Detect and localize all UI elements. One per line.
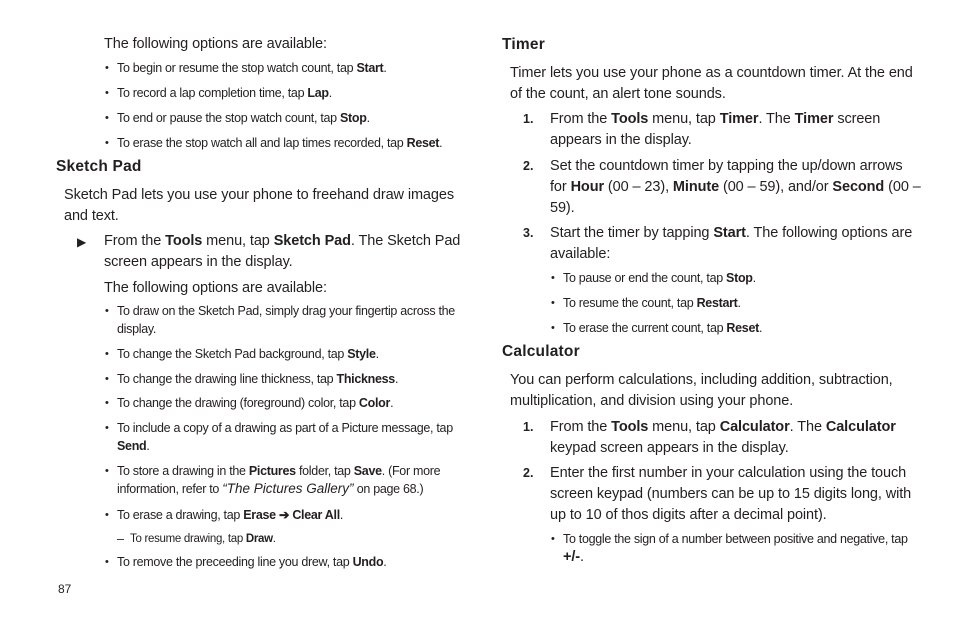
sketch-step-line1: From the Tools menu, tap Sketch Pad. The Sketch Pad [104,233,461,249]
bullet: • [105,137,109,149]
calc-bullet-sign-line1: To toggle the sign of a number between positive and negative, tap [563,532,908,546]
timer-bullet-restart: To resume the count, tap Restart. [563,296,741,310]
pictures-gallery-reference[interactable]: “The Pictures Gallery” [222,481,354,496]
stopwatch-bullet-start: To begin or resume the stop watch count, tap Start. [117,61,387,75]
calc-step2-line2: screen keypad (numbers can be up to 15 digits long, with [550,486,912,502]
sketch-desc-line1: Sketch Pad lets you use your phone to freehand draw images [64,187,454,203]
stopwatch-bullet-stop: To end or pause the stop watch count, tap Stop. [117,111,370,125]
sketch-bullet-send-line2: Send. [117,439,150,453]
timer-bullet-reset: To erase the current count, tap Reset. [563,321,763,335]
calc-step2-line1: Enter the first number in your calculation using the touch [550,465,907,481]
bullet: • [105,556,109,568]
timer-step3-line1: Start the timer by tapping Start. The following options are [550,225,913,241]
sketch-bullet-thickness: To change the drawing line thickness, tap Thickness. [117,372,399,386]
step-number: 2. [523,159,534,173]
step-arrow-icon: ▶ [77,235,87,249]
timer-step1-line2: appears in the display. [550,132,692,148]
timer-desc-line1: Timer lets you use your phone as a countdown timer. At the end [510,65,913,81]
sketch-step-line2: screen appears in the display. [104,254,293,270]
stopwatch-bullet-reset: To erase the stop watch all and lap times recorded, tap Reset. [117,136,443,150]
sketch-bullet-color: To change the drawing (foreground) color, tap Color. [117,396,394,410]
calc-step1-line1: From the Tools menu, tap Calculator. The Calculator [550,419,896,435]
timer-step2-line2: for Hour (00 – 23), Minute (00 – 59), and/or Second (00 – [550,179,921,195]
step-number: 2. [523,466,534,480]
calc-step2-line3: up to 10 of thos digits after a decimal point). [550,507,827,523]
bullet: • [105,305,109,317]
sketch-bullet-draw-line1: To draw on the Sketch Pad, simply drag your fingertip across the [117,304,455,318]
calc-desc-line2: multiplication, and division using your phone. [510,393,794,409]
sketch-bullet-erase: To erase a drawing, tap Erase ➔ Clear All. [117,508,344,522]
sketch-subbullet-draw: To resume drawing, tap Draw. [130,533,276,545]
bullet: • [105,373,109,385]
sketch-pad-heading: Sketch Pad [56,158,142,175]
page-number: 87 [58,582,72,596]
step-number: 1. [523,112,534,126]
calc-desc-line1: You can perform calculations, including addition, subtraction, [510,372,893,388]
sketch-bullet-draw-line2: display. [117,322,157,336]
timer-desc-line2: of the count, an alert tone sounds. [510,86,726,102]
timer-step1-line1: From the Tools menu, tap Timer. The Timer screen [550,111,881,127]
stopwatch-options-intro: The following options are available: [104,36,327,52]
bullet: • [551,297,555,309]
sketch-bullet-style: To change the Sketch Pad background, tap Style. [117,347,379,361]
bullet: • [551,322,555,334]
bullet: • [551,533,555,545]
bullet: • [105,397,109,409]
sketch-options-intro: The following options are available: [104,280,327,296]
bullet: • [105,348,109,360]
timer-heading: Timer [502,36,545,53]
timer-bullet-stop: To pause or end the count, tap Stop. [563,271,756,285]
calculator-heading: Calculator [502,343,580,360]
step-number: 1. [523,420,534,434]
calc-bullet-sign-line2: +/-. [563,549,584,565]
sketch-bullet-send-line1: To include a copy of a drawing as part of a Picture message, tap [117,421,453,435]
bullet: • [105,87,109,99]
timer-step3-line2: available: [550,246,611,262]
timer-step2-line3: 59). [550,200,575,216]
sub-dash: – [117,532,124,546]
calc-step1-line2: keypad screen appears in the display. [550,440,789,456]
sketch-bullet-save-line1: To store a drawing in the Pictures folder, tap Save. (For more [117,464,441,478]
bullet: • [105,509,109,521]
bullet: • [105,62,109,74]
stopwatch-bullet-lap: To record a lap completion time, tap Lap. [117,86,332,100]
sketch-bullet-undo: To remove the preceeding line you drew, tap Undo. [117,555,387,569]
bullet: • [551,272,555,284]
sketch-bullet-save-line2: information, refer to “The Pictures Gallery” on page 68.) [117,481,424,496]
sketch-desc-line2: and text. [64,208,119,224]
bullet: • [105,112,109,124]
step-number: 3. [523,226,534,240]
bullet: • [105,465,109,477]
bullet: • [105,422,109,434]
timer-step2-line1: Set the countdown timer by tapping the up/down arrows [550,158,903,174]
